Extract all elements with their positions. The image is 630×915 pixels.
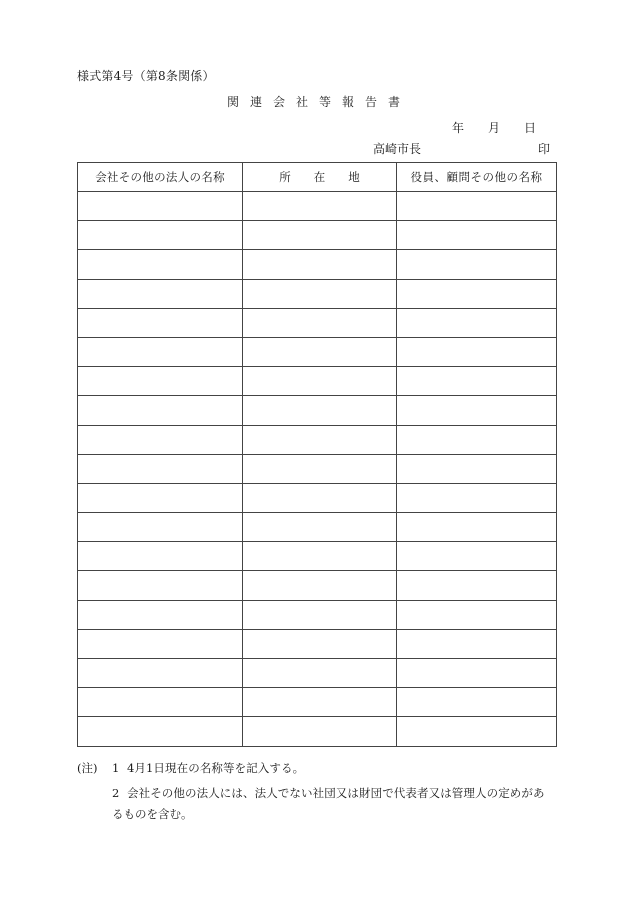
cell-company-name[interactable] xyxy=(78,688,243,717)
document-title: 関連会社等報告書 xyxy=(226,95,411,109)
cell-officer-title[interactable] xyxy=(397,396,557,425)
cell-company-name[interactable] xyxy=(78,250,243,279)
cell-officer-title[interactable] xyxy=(397,279,557,308)
table-header-row xyxy=(78,163,557,192)
table-row xyxy=(78,221,557,250)
table-row xyxy=(78,337,557,366)
table-body xyxy=(78,192,557,747)
addressee: 高崎市長 xyxy=(373,142,422,156)
cell-company-name[interactable] xyxy=(78,396,243,425)
table-row xyxy=(78,483,557,512)
table-row xyxy=(78,542,557,571)
cell-company-name[interactable] xyxy=(78,629,243,658)
cell-officer-title[interactable] xyxy=(397,337,557,366)
cell-company-name[interactable] xyxy=(78,425,243,454)
cell-officer-title[interactable] xyxy=(397,250,557,279)
table-row xyxy=(78,659,557,688)
cell-location[interactable] xyxy=(243,600,397,629)
date-month-label: 月 xyxy=(488,121,501,135)
table-row xyxy=(78,571,557,600)
cell-officer-title[interactable] xyxy=(397,192,557,221)
cell-location[interactable] xyxy=(243,337,397,366)
column-header-company-name: 会社その他の法人の名称 xyxy=(78,163,243,192)
table-row xyxy=(78,513,557,542)
cell-location[interactable] xyxy=(243,688,397,717)
cell-location[interactable] xyxy=(243,308,397,337)
cell-location[interactable] xyxy=(243,279,397,308)
cell-location[interactable] xyxy=(243,192,397,221)
cell-location[interactable] xyxy=(243,250,397,279)
form-number: 様式第4号（第8条関係） xyxy=(77,69,215,83)
cell-officer-title[interactable] xyxy=(397,513,557,542)
cell-company-name[interactable] xyxy=(78,600,243,629)
cell-company-name[interactable] xyxy=(78,513,243,542)
cell-company-name[interactable] xyxy=(78,717,243,746)
table-row xyxy=(78,454,557,483)
cell-company-name[interactable] xyxy=(78,542,243,571)
cell-company-name[interactable] xyxy=(78,483,243,512)
table-row xyxy=(78,367,557,396)
cell-company-name[interactable] xyxy=(78,337,243,366)
cell-officer-title[interactable] xyxy=(397,629,557,658)
cell-location[interactable] xyxy=(243,425,397,454)
table-row xyxy=(78,425,557,454)
table-row xyxy=(78,629,557,658)
cell-location[interactable] xyxy=(243,367,397,396)
report-table xyxy=(77,162,557,747)
note-item xyxy=(77,758,557,779)
cell-officer-title[interactable] xyxy=(397,571,557,600)
cell-company-name[interactable] xyxy=(78,571,243,600)
cell-location[interactable] xyxy=(243,483,397,512)
cell-officer-title[interactable] xyxy=(397,717,557,746)
cell-officer-title[interactable] xyxy=(397,454,557,483)
cell-officer-title[interactable] xyxy=(397,367,557,396)
table-row xyxy=(78,308,557,337)
cell-officer-title[interactable] xyxy=(397,688,557,717)
date-year-label: 年 xyxy=(452,121,465,135)
table-row xyxy=(78,600,557,629)
cell-location[interactable] xyxy=(243,542,397,571)
note-number: 2 xyxy=(112,786,120,800)
cell-company-name[interactable] xyxy=(78,192,243,221)
cell-officer-title[interactable] xyxy=(397,483,557,512)
cell-location[interactable] xyxy=(243,717,397,746)
table-row xyxy=(78,279,557,308)
note-number: 1 xyxy=(112,761,120,775)
cell-location[interactable] xyxy=(243,659,397,688)
date-line xyxy=(452,119,536,136)
cell-location[interactable] xyxy=(243,454,397,483)
cell-company-name[interactable] xyxy=(78,221,243,250)
cell-company-name[interactable] xyxy=(78,659,243,688)
table-row xyxy=(78,192,557,221)
cell-officer-title[interactable] xyxy=(397,600,557,629)
column-header-officer-title: 役員、顧問その他の名称 xyxy=(397,163,557,192)
cell-officer-title[interactable] xyxy=(397,542,557,571)
table-row xyxy=(78,688,557,717)
note-text-continuation: るものを含む。 xyxy=(112,807,193,821)
cell-location[interactable] xyxy=(243,513,397,542)
cell-company-name[interactable] xyxy=(78,279,243,308)
cell-company-name[interactable] xyxy=(78,308,243,337)
cell-company-name[interactable] xyxy=(78,367,243,396)
cell-officer-title[interactable] xyxy=(397,221,557,250)
cell-location[interactable] xyxy=(243,629,397,658)
note-text: 4月1日現在の名称等を記入する。 xyxy=(127,761,305,775)
note-text: 会社その他の法人には、法人でない社団又は財団で代表者又は管理人の定めがあ xyxy=(127,786,545,800)
notes-label: (注) xyxy=(77,761,98,775)
table-row xyxy=(78,717,557,746)
date-day-label: 日 xyxy=(524,121,537,135)
cell-officer-title[interactable] xyxy=(397,308,557,337)
table-row xyxy=(78,250,557,279)
cell-location[interactable] xyxy=(243,396,397,425)
cell-location[interactable] xyxy=(243,221,397,250)
cell-location[interactable] xyxy=(243,571,397,600)
cell-officer-title[interactable] xyxy=(397,425,557,454)
seal-mark: 印 xyxy=(538,142,551,156)
table-row xyxy=(78,396,557,425)
column-header-location: 所 在 地 xyxy=(243,163,397,192)
cell-officer-title[interactable] xyxy=(397,659,557,688)
notes-section xyxy=(77,758,557,827)
note-item xyxy=(77,783,557,827)
cell-company-name[interactable] xyxy=(78,454,243,483)
